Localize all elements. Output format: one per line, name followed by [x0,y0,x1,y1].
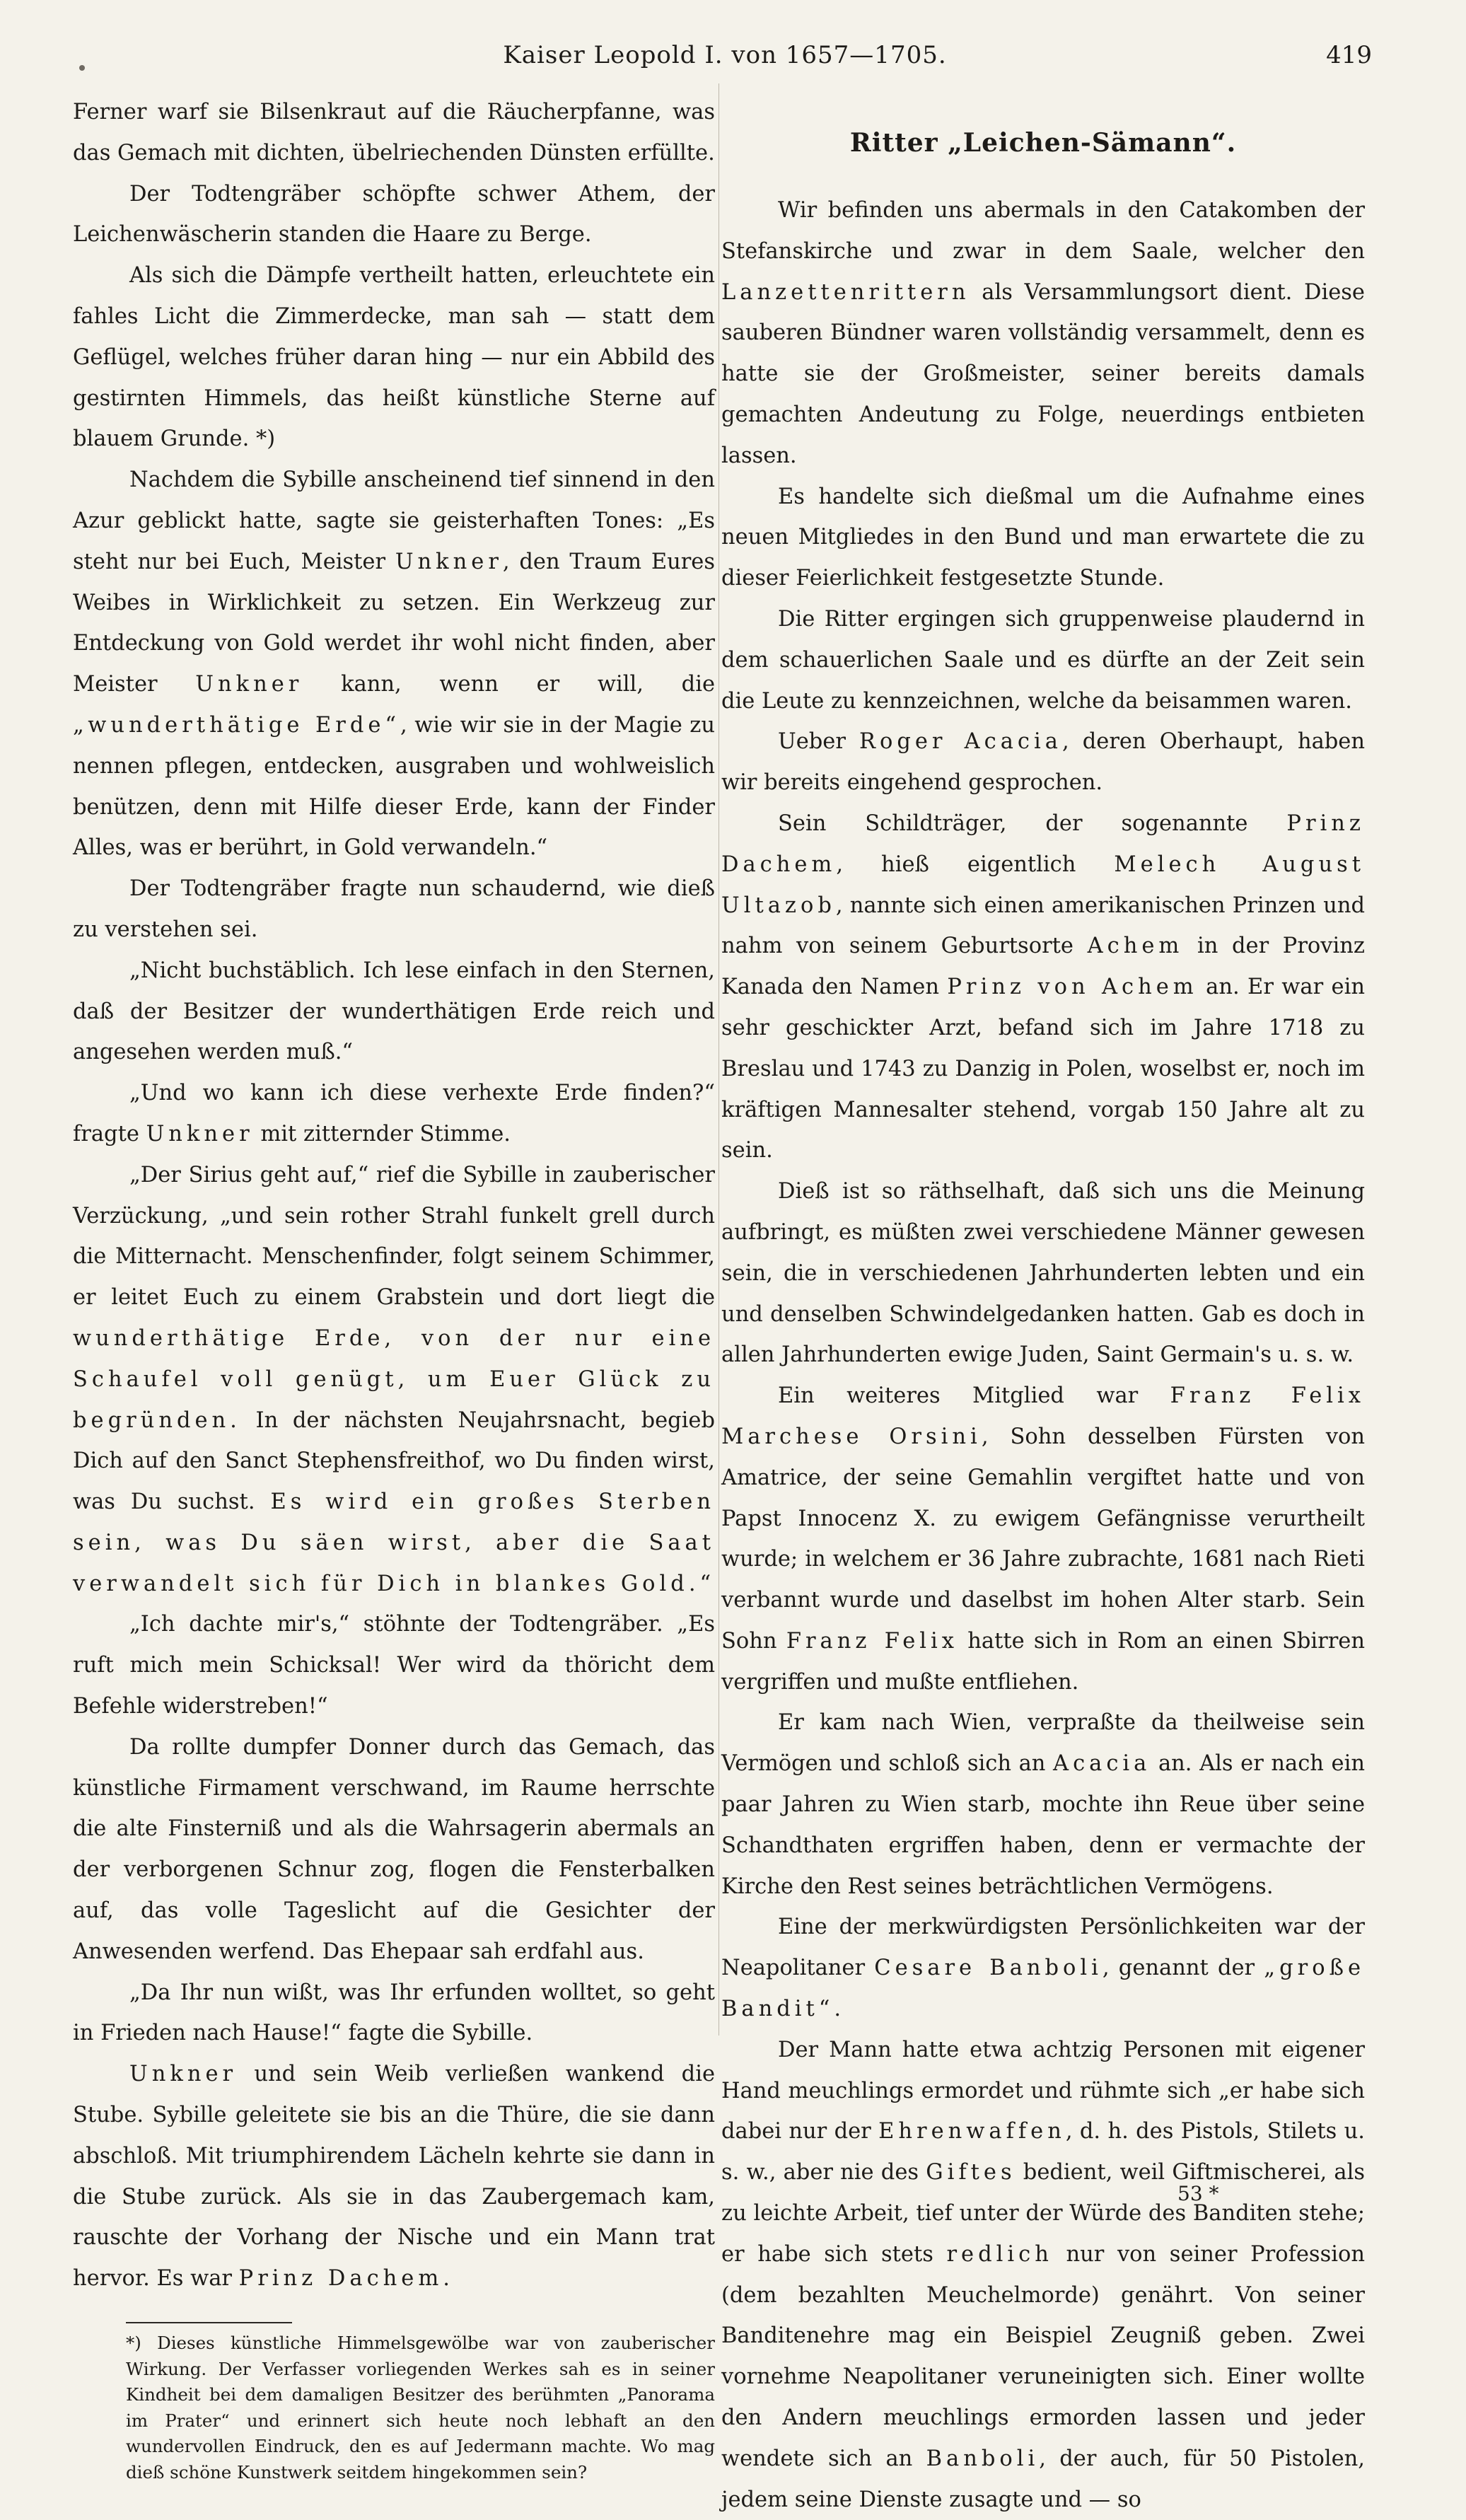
footnote-rule [126,2322,292,2323]
sheet-signature: 53 * [1177,2182,1219,2205]
paragraph [73,1155,715,1605]
running-title: Kaiser Leopold I. von 1657—1705. [503,41,947,69]
paragraph [721,190,1365,477]
text: Eine der merkwürdigsten Persönlichkeiten war der Neapolitaner [721,1915,1365,1981]
emphasis: Ehrenwaffen [878,2119,1066,2144]
person-name: Cesare Banboli [874,1956,1103,1981]
text: und sein Weib verließen wankend die Stube. Sybille geleitete sie bis an die Thüre, die sie dann abschloß. Mit triumphirendem Lächeln kehrte sie dann in die Stube zurück. Als sie in das Zaubergemach kam, rauschte der Vorhang der Nische und ein Mann trat hervor. Es war [73,2062,715,2292]
paragraph [73,2054,715,2299]
paragraph: Dieß ist so räthselhaft, daß sich uns die Meinung aufbringt, es müßten zwei verschiedene Männer gewesen sein, die in verschiedenen Jahrhunderten lebten und ein und denselben Schwindelgedanken hatten. Gab es doch in allen Jahrhunderten ewige Juden, Saint Germain's u. s. w. [721,1179,1365,1368]
paragraph [721,803,1365,1171]
text: in der Provinz Kanada den Namen [721,934,1365,1000]
emphasis: Es wird ein großes Sterben sein, was Du säen wirst, aber die Saat verwandelt sich für Dich in blankes Gold. [73,1490,715,1596]
person-name: Prinz Dachem [238,2266,443,2292]
text: kann, wenn er will, die [303,672,715,697]
text: mit zitternder Stimme. [253,1121,511,1146]
paragraph: Als sich die Dämpfe vertheilt hatten, erleuchtete ein fahles Licht die Zimmerdecke, man sah — statt dem Geflügel, welches früher daran hing — nur ein Abbild des gestirnten Himmels, das heißt künstliche Sterne auf blauem Grunde. *) [73,263,715,452]
paragraph: Ferner warf sie Bilsenkraut auf die Räucherpfanne, was das Gemach mit dichten, übelriechenden Dünsten erfüllte. [73,100,715,166]
person-name: Acacia [1053,1751,1151,1777]
paragraph: Der Todtengräber schöpfte schwer Athem, der Leichenwäscherin standen die Haare zu Berge. [73,181,715,248]
paragraph [73,460,715,869]
text: Ein weiteres Mitglied war [778,1383,1170,1409]
right-column [721,124,1365,2520]
paragraph: „Nicht buchstäblich. Ich lese einfach in den Sternen, daß der Besitzer der wunderthätigen Erde reich und angesehen werden muß.“ [73,958,715,1065]
text: , wie wir sie in der Magie zu nennen pflegen, entdecken, ausgraben und wohlweislich benützen, denn mit Hilfe dieser Erde, kann der Finder Alles, was er berührt, in Gold verwandeln.“ [73,712,715,861]
text: , hieß eigentlich [836,852,1115,877]
text: bedient, weil Giftmischerei, als zu leichte Arbeit, tief unter der Würde des Banditen stehe; er habe sich stets [721,2160,1365,2267]
text: “ [699,1571,711,1596]
person-name: Melech August Ultazob [721,852,1365,918]
text: , genannt der [1102,1956,1264,1981]
person-name: Franz Felix Marchese Orsini [721,1383,1365,1449]
paragraph: „Da Ihr nun wißt, was Ihr erfunden wolltet, so geht in Frieden nach Hause!“ fagte die Sybille. [73,1980,715,2046]
person-name: Unkner [146,1121,254,1146]
text: In der nächsten Neujahrsnacht, begieb Dich auf den Sanct Stephensfreithof, wo Du finden wirst, was Du suchst. [73,1407,715,1515]
text: , deren Oberhaupt, haben wir bereits eingehend gesprochen. [721,729,1365,796]
text: nur von seiner Profession (dem bezahlten Meuchelmorde) genährt. Von seiner Banditenehre mag ein Beispiel Zeugniß geben. Zwei vornehme Neapolitaner veruneinigten sich. Einer wollte den Andern meuchlings ermorden lassen und jeder wendete sich an [721,2241,1365,2471]
paragraph: „Ich dachte mir's,“ stöhnte der Todtengräber. „Es ruft mich mein Schicksal! Wer wird da thöricht dem Befehle widerstreben!“ [73,1612,715,1719]
emphasis: Lanzettenrittern [721,279,970,305]
person-name: Unkner [195,672,303,697]
page-number: 419 [1326,41,1372,69]
text: , d. h. des Pistols, Stilets u. s. w., aber nie des [721,2119,1365,2185]
text: an. Als er nach ein paar Jahren zu Wien starb, mochte ihn Reue über seine Schandthaten ergriffen haben, denn er vermachte der Kirche den Rest seines beträchtlichen Vermögens. [721,1751,1365,1899]
person-name: Unkner [129,2062,238,2087]
paragraph [721,1376,1365,1702]
text: „Der Sirius geht auf,“ rief die Sybille in zauberischer Verzückung, „und sein rother Strahl funkelt grell durch die Mitternacht. Menschenfinder, folgt seinem Schimmer, er leitet Euch zu einem Grabstein und dort liegt die [73,1162,715,1311]
text: . [834,1997,842,2022]
emphasis: redlich [946,2241,1053,2267]
text: hatte sich in Rom an einen Sbirren vergriffen und mußte entfliehen. [721,1628,1365,1695]
text: Sein Schildträger, der sogenannte [778,811,1287,836]
paragraph [721,721,1365,803]
emphasis: „wunderthätige Erde“ [73,712,400,738]
text: . [443,2266,450,2292]
text: als Versammlungsort dient. Diese sauberen Bündner waren vollständig versammelt, denn es hatte sie der Großmeister, seiner bereits damals gemachten Andeutung zu Folge, neuerdings entbieten lassen. [721,279,1365,468]
footnote: *) Dieses künstliche Himmelsgewölbe war von zauberischer Wirkung. Der Verfasser vorliegenden Werkes sah es in seiner Kindheit bei dem damaligen Besitzer des berühmten „Panorama im Prater“ und erinnert sich heute noch lebhaft an den wundervollen Eindruck, den es auf Jedermann machte. Wo mag dieß schöne Kunstwerk seitdem hingekommen sein? [126,2333,715,2483]
paragraph: Es handelte sich dießmal um die Aufnahme eines neuen Mitgliedes in den Bund und man erwartete die zu dieser Feierlichkeit festgesetzte Stunde. [721,484,1365,591]
paragraph [721,2030,1365,2520]
left-column [73,92,715,2485]
text: an. Er war ein sehr geschickter Arzt, befand sich im Jahre 1718 zu Breslau und 1743 zu Danzig in Polen, woselbst er, noch im kräftigen Mannesalter stehend, vorgab 150 Jahre alt zu sein. [721,975,1366,1163]
person-name: Banboli [926,2446,1040,2471]
text: Wir befinden uns abermals in den Catakomben der Stefanskirche und zwar in dem Saale, welcher den [721,198,1365,264]
emphasis: „große Bandit“ [721,1956,1365,2022]
paragraph [721,1907,1365,2029]
text: , den Traum Eures Weibes in Wirklichkeit zu setzen. Ein Werkzeug zur Entdeckung von Gold werdet ihr wohl nicht finden, aber Meister [73,549,716,697]
text: Der Mann hatte etwa achtzig Personen mit eigener Hand meuchlings ermordet und rühmte sich „er habe sich dabei nur der [721,2037,1365,2144]
text: , nannte sich einen amerikanischen Prinzen und nahm von seinem Geburtsorte [721,893,1365,959]
paragraph: Die Ritter ergingen sich gruppenweise plaudernd in dem schauerlichen Saale und es dürfte an der Zeit sein die Leute zu kennzeichnen, welche da beisammen waren. [721,606,1365,714]
text: Er kam nach Wien, verpraßte da theilweise sein Vermögen und schloß sich an [721,1710,1365,1777]
text: „Und wo kann ich diese verhexte Erde finden?“ fragte [73,1081,715,1146]
text: , Sohn desselben Fürsten von Amatrice, der seine Gemahlin vergiftet hatte und von Papst Innocenz X. zu ewigem Gefängnisse verurtheilt wurde; in welchem er 36 Jahre zubrachte, 1681 nach Rieti verbannt wurde und daselbst im hohen Alter starb. Sein Sohn [721,1424,1365,1654]
paragraph: Da rollte dumpfer Donner durch das Gemach, das künstliche Firmament verschwand, im Raume herrschte die alte Finsterniß und als die Wahrsagerin abermals an der verborgenen Schnur zog, flogen die Fensterbalken auf, das volle Tageslicht auf die Gesichter der Anwesenden werfend. Das Ehepaar sah erdfahl aus. [73,1734,715,1964]
emphasis: Giftes [926,2160,1016,2185]
person-name: Prinz von Achem [947,975,1198,1000]
text: , der auch, für 50 Pistolen, jedem seine Dienste zusagte und — so [721,2446,1365,2512]
page-header [78,41,1372,83]
place-name: Achem [1087,934,1184,959]
person-name: Franz Felix [786,1628,958,1654]
emphasis: wunderthätige Erde, von der nur eine Schaufel voll genügt, um Euer Glück zu begründen. [73,1325,715,1433]
text: Ueber [778,729,860,755]
paragraph [721,1702,1365,1907]
text: Nachdem die Sybille anscheinend tief sinnend in den Azur geblickt hatte, sagte sie geisterhaften Tones: „Es steht nur bei Euch, Meister [73,468,715,574]
paragraph: Der Todtengräber fragte nun schaudernd, wie dieß zu verstehen sei. [73,876,715,942]
paragraph [73,1073,715,1155]
person-name: Roger Acacia [859,729,1062,755]
person-name: Unkner [395,549,503,574]
section-title: Ritter „Leichen-Sämann“. [849,128,1237,158]
person-name: Prinz Dachem [721,811,1365,877]
